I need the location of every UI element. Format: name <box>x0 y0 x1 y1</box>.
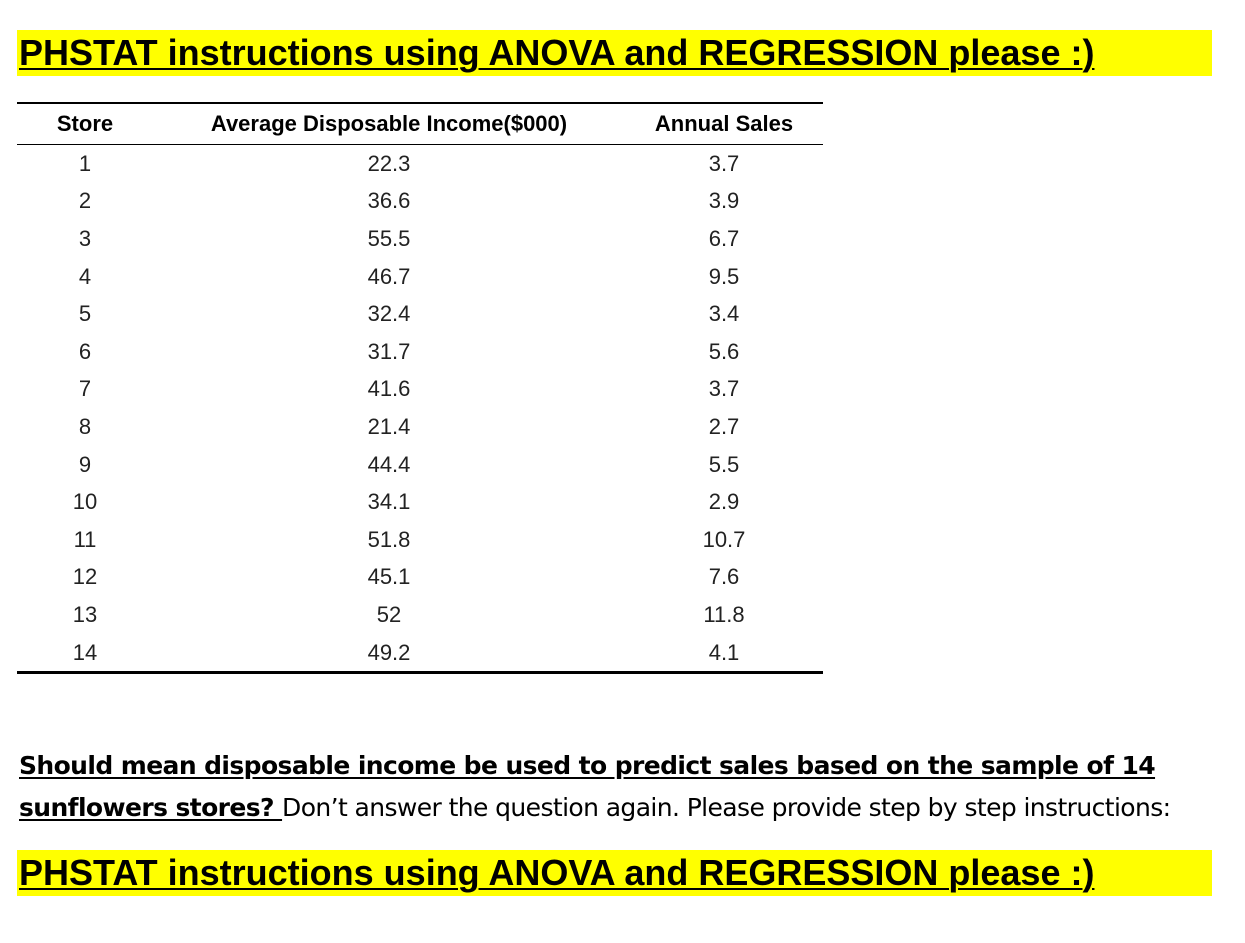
cell-income: 34.1 <box>367 489 411 515</box>
cell-sales: 2.9 <box>708 489 740 515</box>
cell-sales: 7.6 <box>708 564 740 590</box>
cell-store: 8 <box>78 413 92 439</box>
banner-text: PHSTAT instructions using ANOVA and REGRESSION please :) <box>19 852 1095 893</box>
cell-income: 22.3 <box>367 150 411 176</box>
cell-store: 12 <box>72 564 98 590</box>
cell-store: 10 <box>72 489 98 515</box>
data-table <box>17 102 823 674</box>
cell-sales: 4.1 <box>708 639 740 665</box>
cell-income: 52 <box>376 601 402 627</box>
cell-income: 32.4 <box>367 301 411 327</box>
table-header-row <box>17 103 823 145</box>
table-row <box>17 521 823 559</box>
cell-store: 9 <box>78 451 92 477</box>
cell-store: 3 <box>78 225 92 251</box>
cell-sales: 9.5 <box>708 263 740 289</box>
instruction-banner-bottom <box>17 850 1212 896</box>
cell-store: 4 <box>78 263 92 289</box>
cell-income: 49.2 <box>367 639 411 665</box>
cell-sales: 10.7 <box>702 526 746 552</box>
cell-sales: 3.4 <box>708 301 740 327</box>
question-instruction: Don’t answer the question again. Please provide step by step instructions: <box>282 793 1171 822</box>
cell-sales: 5.5 <box>708 451 740 477</box>
table-row <box>17 483 823 521</box>
question-text <box>19 745 1239 829</box>
cell-store: 14 <box>72 639 98 665</box>
header-store: Store <box>56 111 114 136</box>
question-line-2 <box>19 787 1239 829</box>
cell-income: 36.6 <box>367 188 411 214</box>
cell-sales: 3.7 <box>708 150 740 176</box>
cell-sales: 5.6 <box>708 338 740 364</box>
cell-store: 5 <box>78 301 92 327</box>
table-row <box>17 183 823 221</box>
table-row <box>17 634 823 673</box>
cell-store: 6 <box>78 338 92 364</box>
cell-sales: 3.7 <box>708 376 740 402</box>
table-row <box>17 220 823 258</box>
cell-income: 55.5 <box>367 225 411 251</box>
question-bold-part-2: sunflowers stores? <box>19 793 283 822</box>
question-line-1 <box>19 745 1239 787</box>
header-income: Average Disposable Income($000) <box>210 111 568 136</box>
cell-store: 1 <box>78 150 92 176</box>
table-row <box>17 258 823 296</box>
cell-sales: 2.7 <box>708 413 740 439</box>
table-row <box>17 145 823 183</box>
cell-sales: 6.7 <box>708 225 740 251</box>
table-row <box>17 596 823 634</box>
question-bold-part-1: Should mean disposable income be used to predict sales based on the sample of 14 <box>19 751 1156 780</box>
instruction-banner-top <box>17 30 1212 76</box>
cell-sales: 3.9 <box>708 188 740 214</box>
cell-income: 44.4 <box>367 451 411 477</box>
table-row <box>17 371 823 409</box>
cell-income: 51.8 <box>367 526 411 552</box>
cell-sales: 11.8 <box>703 601 745 627</box>
header-sales: Annual Sales <box>654 111 794 136</box>
cell-income: 31.7 <box>367 338 411 364</box>
cell-income: 21.4 <box>367 413 411 439</box>
cell-store: 2 <box>78 188 92 214</box>
cell-store: 11 <box>73 526 97 552</box>
table-row <box>17 295 823 333</box>
table-row <box>17 333 823 371</box>
banner-text: PHSTAT instructions using ANOVA and REGRESSION please :) <box>19 32 1095 73</box>
cell-income: 41.6 <box>367 376 411 402</box>
cell-store: 13 <box>72 601 98 627</box>
table-row <box>17 446 823 484</box>
cell-store: 7 <box>78 376 92 402</box>
table-row <box>17 408 823 446</box>
cell-income: 46.7 <box>367 263 411 289</box>
cell-income: 45.1 <box>367 564 411 590</box>
table-row <box>17 559 823 597</box>
